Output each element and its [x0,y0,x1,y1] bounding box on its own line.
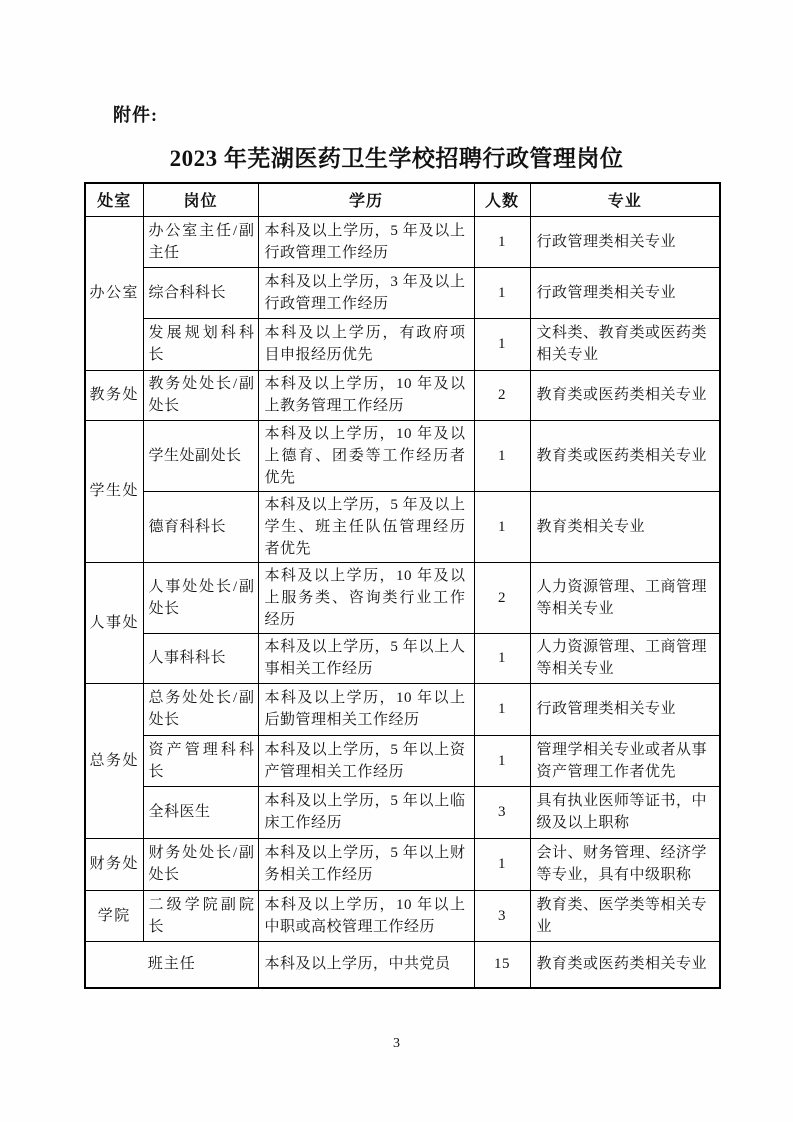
department-cell: 学院 [85,890,143,941]
table-row [85,562,720,633]
table-row [85,890,720,941]
position-cell: 办公室主任/副主任 [143,216,258,267]
major-cell: 文科类、教育类或医药类相关专业 [530,318,720,370]
headcount-cell: 3 [474,786,530,838]
position-cell: 财务处处长/副处长 [143,838,258,890]
position-cell: 德育科科长 [143,491,258,562]
major-cell: 具有执业医师等证书，中级及以上职称 [530,786,720,838]
table-header-row [85,183,720,216]
major-cell: 行政管理类相关专业 [530,216,720,267]
education-cell: 本科及以上学历，中共党员 [258,941,474,988]
major-cell: 人力资源管理、工商管理等相关专业 [530,633,720,683]
table-row [85,633,720,683]
headcount-cell: 1 [474,267,530,318]
table-row [85,370,720,420]
education-cell: 本科及以上学历，3 年及以上行政管理工作经历 [258,267,474,318]
headcount-cell: 1 [474,420,530,491]
major-cell: 教育类或医药类相关专业 [530,941,720,988]
page-number: 3 [393,1036,400,1051]
table-row [85,267,720,318]
position-cell: 人事处处长/副处长 [143,562,258,633]
education-cell: 本科及以上学历，5 年以上临床工作经历 [258,786,474,838]
attachment-label: 附件: [113,105,158,125]
position-cell: 教务处处长/副处长 [143,370,258,420]
headcount-cell: 1 [474,838,530,890]
table-row [85,683,720,735]
major-cell: 教育类或医药类相关专业 [530,420,720,491]
position-cell: 全科医生 [143,786,258,838]
education-cell: 本科及以上学历，10 年以上后勤管理相关工作经历 [258,683,474,735]
education-cell: 本科及以上学历，5 年以上资产管理相关工作经历 [258,735,474,786]
page-title: 2023 年芜湖医药卫生学校招聘行政管理岗位 [169,146,624,171]
headcount-cell: 1 [474,633,530,683]
headcount-cell: 1 [474,683,530,735]
major-cell: 行政管理类相关专业 [530,267,720,318]
table-row [85,420,720,491]
major-cell: 管理学相关专业或者从事资产管理工作者优先 [530,735,720,786]
table-row [85,216,720,267]
headcount-cell: 2 [474,370,530,420]
position-cell: 综合科科长 [143,267,258,318]
header-department: 处室 [85,183,143,216]
header-major: 专业 [530,183,720,216]
header-position: 岗位 [143,183,258,216]
headcount-cell: 2 [474,562,530,633]
department-cell: 人事处 [85,562,143,683]
department-cell: 教务处 [85,370,143,420]
table-row [85,491,720,562]
department-cell: 学生处 [85,420,143,562]
table-row [85,735,720,786]
education-cell: 本科及以上学历，10 年及以上德育、团委等工作经历者优先 [258,420,474,491]
table-row [85,318,720,370]
education-cell: 本科及以上学历，10 年及以上教务管理工作经历 [258,370,474,420]
headcount-cell: 1 [474,318,530,370]
education-cell: 本科及以上学历，5 年以上人事相关工作经历 [258,633,474,683]
header-headcount: 人数 [474,183,530,216]
header-education: 学历 [258,183,474,216]
major-cell: 教育类或医药类相关专业 [530,370,720,420]
position-cell: 学生处副处长 [143,420,258,491]
major-cell: 人力资源管理、工商管理等相关专业 [530,562,720,633]
education-cell: 本科及以上学历，5 年及以上行政管理工作经历 [258,216,474,267]
education-cell: 本科及以上学历，5 年及以上学生、班主任队伍管理经历者优先 [258,491,474,562]
major-cell: 教育类、医学类等相关专业 [530,890,720,941]
education-cell: 本科及以上学历，10 年及以上服务类、咨询类行业工作经历 [258,562,474,633]
position-cell: 二级学院副院长 [143,890,258,941]
position-cell: 人事科科长 [143,633,258,683]
education-cell: 本科及以上学历，有政府项目申报经历优先 [258,318,474,370]
headcount-cell: 1 [474,216,530,267]
headcount-cell: 3 [474,890,530,941]
department-cell: 财务处 [85,838,143,890]
major-cell: 教育类相关专业 [530,491,720,562]
major-cell: 行政管理类相关专业 [530,683,720,735]
table-row [85,941,720,988]
recruitment-table [84,182,721,989]
table-row [85,786,720,838]
position-cell: 班主任 [85,941,258,988]
headcount-cell: 1 [474,491,530,562]
position-cell: 发展规划科科长 [143,318,258,370]
headcount-cell: 15 [474,941,530,988]
education-cell: 本科及以上学历，10 年以上中职或高校管理工作经历 [258,890,474,941]
major-cell: 会计、财务管理、经济学等专业，具有中级职称 [530,838,720,890]
department-cell: 办公室 [85,216,143,370]
education-cell: 本科及以上学历，5 年以上财务相关工作经历 [258,838,474,890]
table-row [85,838,720,890]
department-cell: 总务处 [85,683,143,838]
headcount-cell: 1 [474,735,530,786]
position-cell: 资产管理科科长 [143,735,258,786]
position-cell: 总务处处长/副处长 [143,683,258,735]
